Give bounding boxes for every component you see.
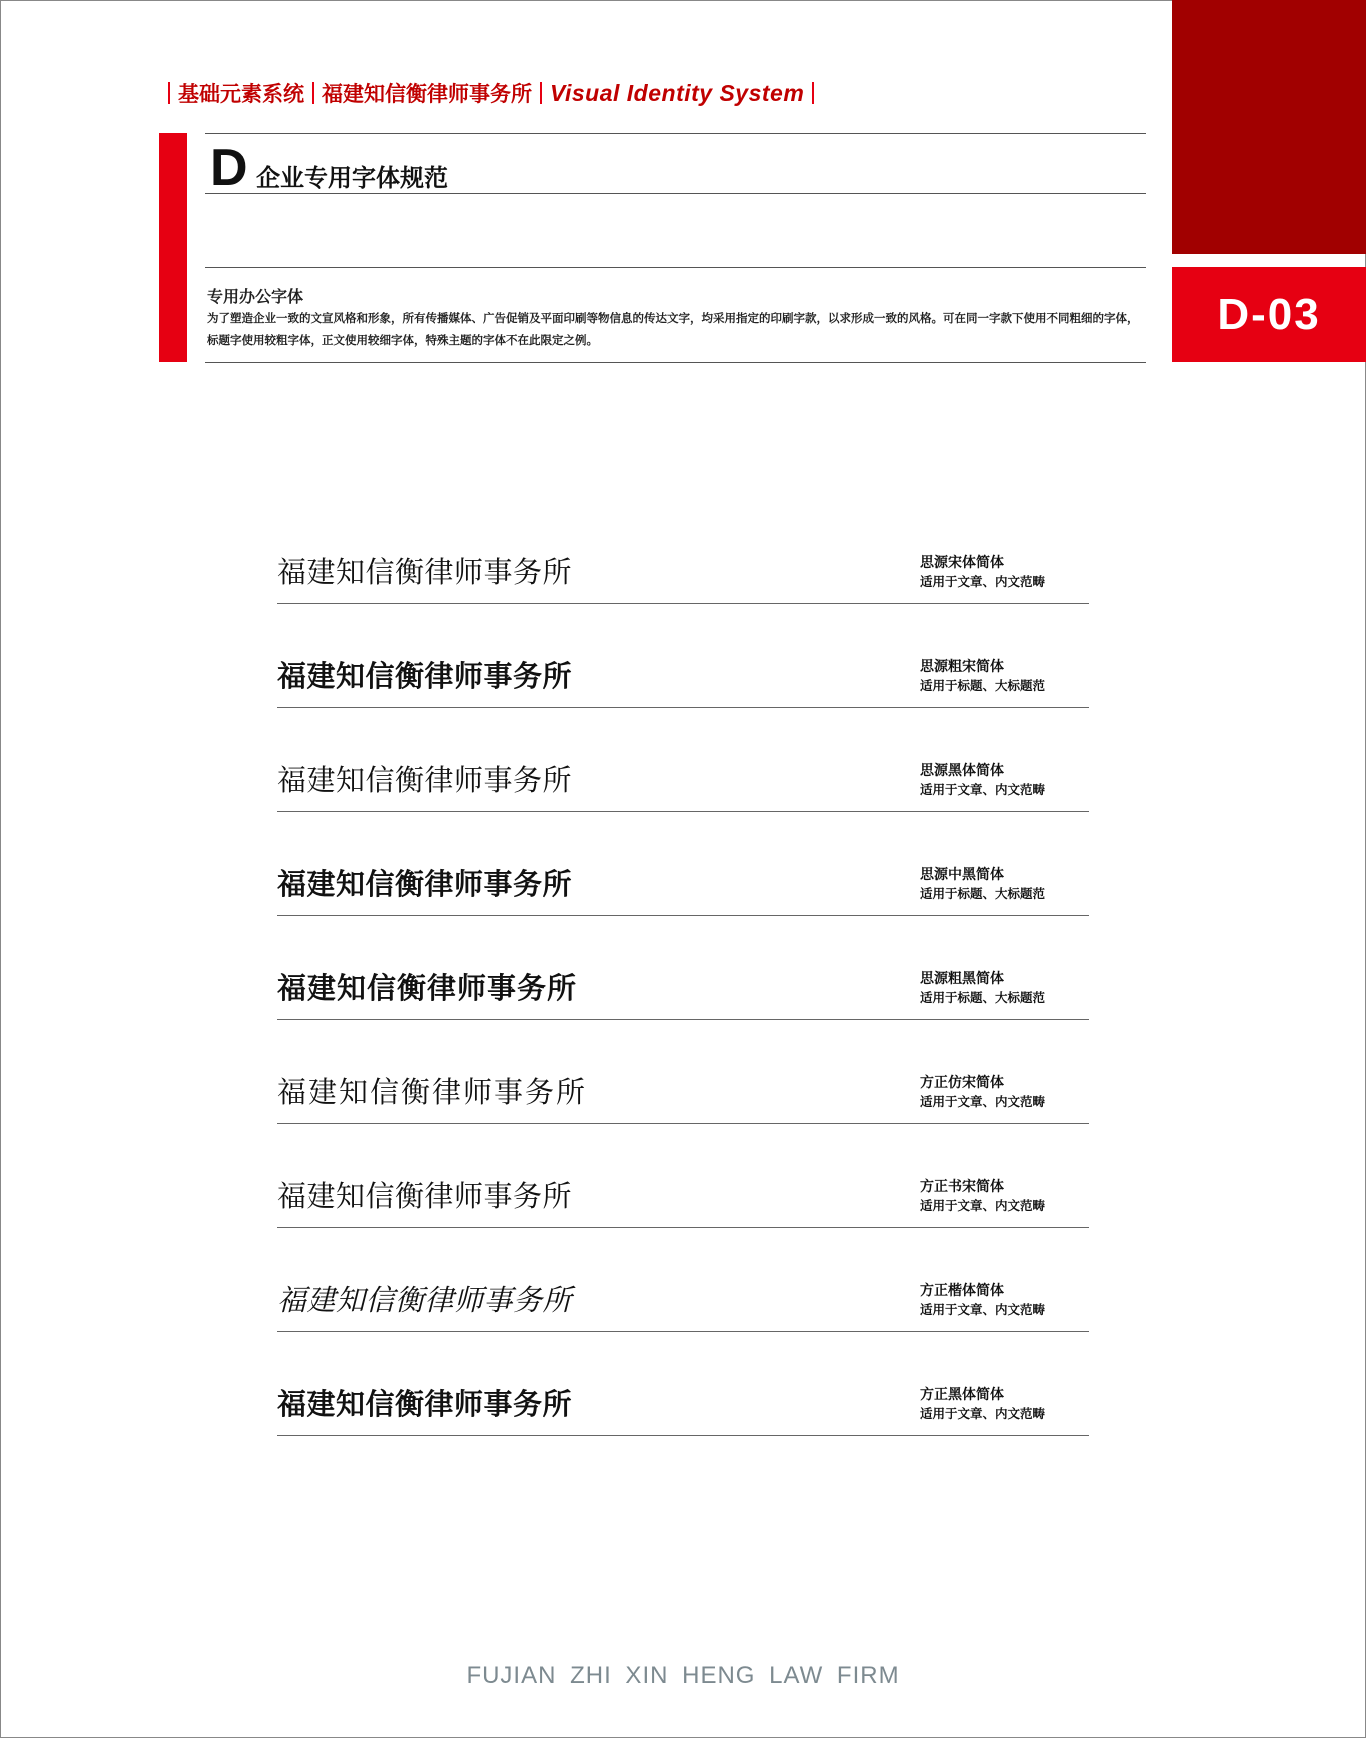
font-usage: 适用于标题、大标题范: [920, 886, 1046, 901]
font-row: [277, 1124, 1089, 1228]
font-name: 思源粗黑简体: [920, 971, 1004, 987]
breadcrumb-system: Visual Identity System: [550, 79, 805, 106]
font-usage: 适用于文章、内文范畴: [920, 1406, 1046, 1421]
font-meta: [920, 762, 1045, 799]
font-usage: 适用于文章、内文范畴: [920, 1198, 1046, 1213]
font-sample: 福建知信衡律师事务所: [277, 763, 573, 797]
font-meta: [920, 1074, 1045, 1111]
font-name: 方正仿宋简体: [920, 1075, 1004, 1091]
font-row: [277, 916, 1089, 1020]
font-sample: 福建知信衡律师事务所: [277, 1285, 573, 1317]
font-sample: 福建知信衡律师事务所: [277, 1389, 573, 1421]
breadcrumb: [160, 78, 822, 108]
font-meta: [920, 1282, 1045, 1319]
page-code: D-03: [1217, 289, 1321, 339]
font-meta: [920, 866, 1045, 903]
font-sample: 福建知信衡律师事务所: [277, 1181, 573, 1213]
font-name: 方正书宋简体: [920, 1179, 1004, 1195]
font-meta: [920, 554, 1045, 591]
font-row: [277, 500, 1089, 604]
font-meta: [920, 1386, 1045, 1423]
section-rule: [205, 133, 1146, 134]
breadcrumb-company: 福建知信衡律师事务所: [322, 82, 532, 106]
breadcrumb-divider: [540, 82, 542, 104]
section-rule: [205, 362, 1146, 363]
font-name: 思源粗宋简体: [920, 659, 1004, 675]
section-title: 企业专用字体规范: [256, 164, 448, 192]
font-sample: 福建知信衡律师事务所: [277, 555, 573, 589]
font-name: 思源宋体简体: [920, 555, 1004, 571]
font-row: [277, 812, 1089, 916]
font-usage: 适用于标题、大标题范: [920, 990, 1046, 1005]
font-sample: 福建知信衡律师事务所: [277, 867, 573, 901]
font-row: [277, 1020, 1089, 1124]
font-usage: 适用于文章、内文范畴: [920, 1094, 1046, 1109]
breadcrumb-divider: [168, 82, 170, 104]
font-name: 方正楷体简体: [920, 1283, 1004, 1299]
breadcrumb-divider: [312, 82, 314, 104]
font-meta: [920, 970, 1045, 1007]
font-meta: [920, 1178, 1045, 1215]
font-usage: 适用于文章、内文范畴: [920, 574, 1046, 589]
section-letter: D: [210, 139, 248, 197]
corner-block: [1172, 0, 1366, 254]
font-sample: 福建知信衡律师事务所: [277, 1077, 588, 1109]
page-code-block: [1172, 267, 1366, 362]
breadcrumb-category: 基础元素系统: [178, 82, 304, 106]
section-description: 为了塑造企业一致的文宣风格和形象，所有传播媒体、广告促销及平面印刷等物信息的传达文字，均采用指定的印刷字款，以求形成一致的风格。可在同一字款下使用不同粗细的字体，标题字使用较粗字体，正文使用较细字体，特殊主题的字体不在此限定之例。: [207, 311, 1139, 347]
font-sample: 福建知信衡律师事务所: [277, 659, 573, 693]
font-usage: 适用于文章、内文范畴: [920, 782, 1046, 797]
font-row: [277, 1332, 1089, 1436]
section-rule: [205, 193, 1146, 194]
section-subtitle: 专用办公字体: [207, 287, 304, 306]
font-name: 思源黑体简体: [920, 763, 1004, 779]
font-meta: [920, 658, 1045, 695]
font-row: [277, 604, 1089, 708]
section-accent-bar: [159, 133, 187, 362]
font-name: 方正黑体简体: [920, 1387, 1004, 1403]
section-rule: [205, 267, 1146, 268]
footer-firm-name: FUJIAN ZHI XIN HENG LAW FIRM: [466, 1662, 900, 1689]
breadcrumb-divider: [812, 82, 814, 104]
font-sample: 福建知信衡律师事务所: [277, 971, 578, 1005]
font-row: [277, 1228, 1089, 1332]
font-name: 思源中黑简体: [920, 867, 1004, 883]
font-usage: 适用于文章、内文范畴: [920, 1302, 1046, 1317]
font-usage: 适用于标题、大标题范: [920, 678, 1046, 693]
font-sample-list: [277, 500, 1089, 1436]
font-row: [277, 708, 1089, 812]
